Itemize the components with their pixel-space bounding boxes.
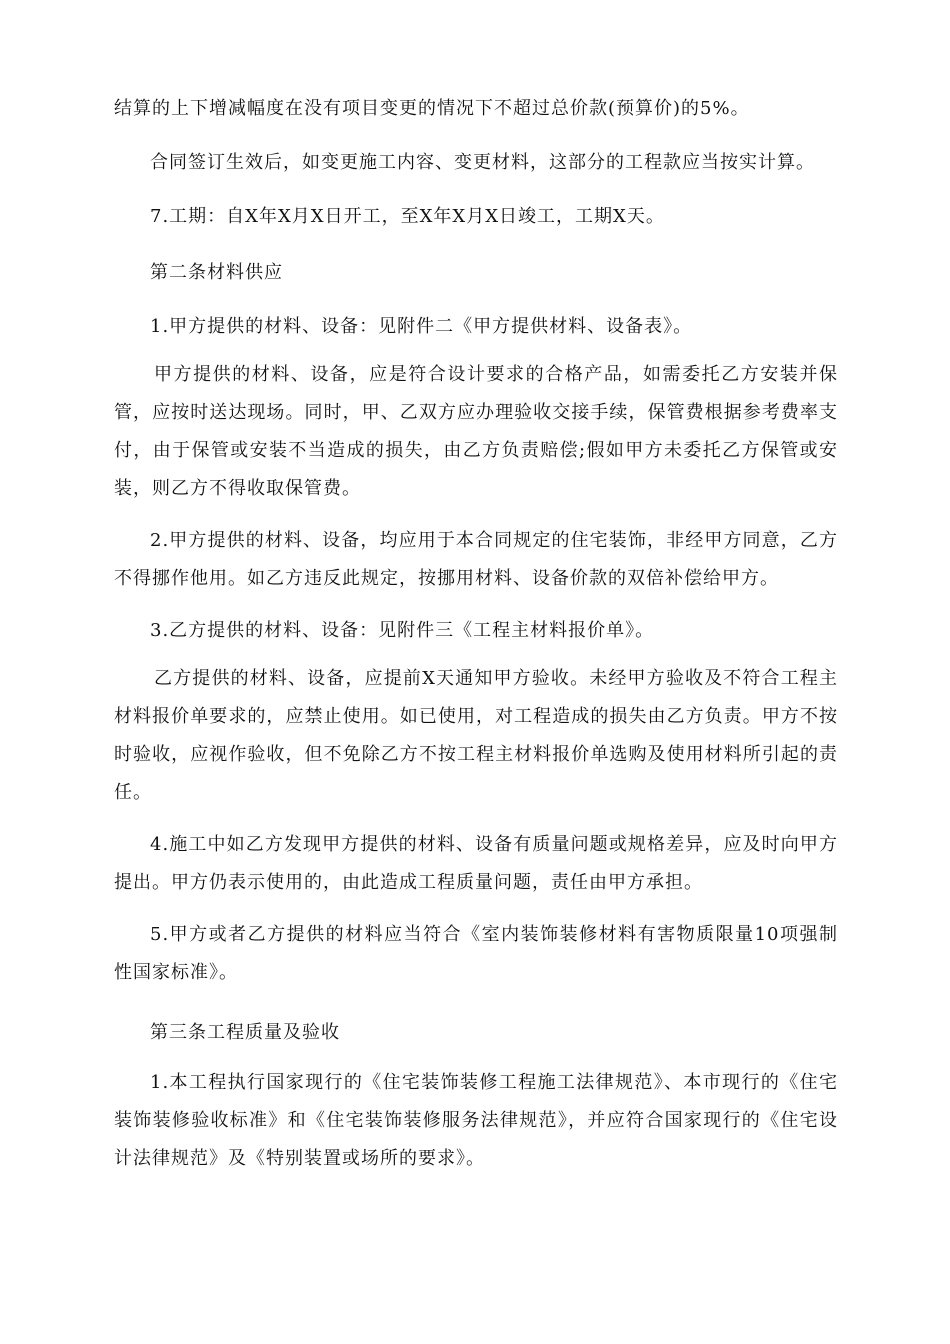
paragraph-materials-usage: 2.甲方提供的材料、设备，均应用于本合同规定的住宅装饰，非经甲方同意，乙方不得挪作他用。如乙方违反此规定，按挪用材料、设备价款的双倍补偿给甲方。 xyxy=(114,530,838,589)
paragraph-construction-period: 7.工期：自X年X月X日开工，至X年X月X日竣工，工期X天。 xyxy=(150,206,665,227)
paragraph-party-a-materials-storage: 甲方提供的材料、设备，应是符合设计要求的合格产品，如需委托乙方安装并保管，应按时送达现场。同时，甲、乙双方应办理验收交接手续，保管费根据参考费率支付，由于保管或安装不当造成的损失，由乙方负责赔偿;假如甲方未委托乙方保管或安装，则乙方不得收取保管费。 xyxy=(114,364,838,499)
paragraph-settlement-range: 结算的上下增减幅度在没有项目变更的情况下不超过总价款(预算价)的5%。 xyxy=(114,98,750,119)
paragraph-contract-change: 合同签订生效后，如变更施工内容、变更材料，这部分的工程款应当按实计算。 xyxy=(150,152,815,173)
paragraph-national-standard: 5.甲方或者乙方提供的材料应当符合《室内装饰装修材料有害物质限量10项强制性国家标准》。 xyxy=(114,924,838,983)
paragraph-party-a-materials: 1.甲方提供的材料、设备：见附件二《甲方提供材料、设备表》。 xyxy=(150,316,693,337)
section-heading-material-supply: 第二条材料供应 xyxy=(150,262,283,283)
paragraph-party-b-materials-acceptance: 乙方提供的材料、设备，应提前X天通知甲方验收。未经甲方验收及不符合工程主材料报价单要求的，应禁止使用。如已使用，对工程造成的损失由乙方负责。甲方不按时验收，应视作验收，但不免除乙方不按工程主材料报价单选购及使用材料所引起的责任。 xyxy=(114,668,838,803)
paragraph-applicable-standards: 1.本工程执行国家现行的《住宅装饰装修工程施工法律规范》、本市现行的《住宅装饰装修验收标准》和《住宅装饰装修服务法律规范》，并应符合国家现行的《住宅设计法律规范》及《特别装置或场所的要求》。 xyxy=(114,1072,838,1169)
document-body xyxy=(114,96,838,1178)
paragraph-party-b-materials: 3.乙方提供的材料、设备：见附件三《工程主材料报价单》。 xyxy=(150,620,655,641)
paragraph-material-quality-issues: 4.施工中如乙方发现甲方提供的材料、设备有质量问题或规格差异，应及时向甲方提出。甲方仍表示使用的，由此造成工程质量问题，责任由甲方承担。 xyxy=(114,834,838,893)
section-heading-quality-acceptance: 第三条工程质量及验收 xyxy=(150,1022,340,1043)
